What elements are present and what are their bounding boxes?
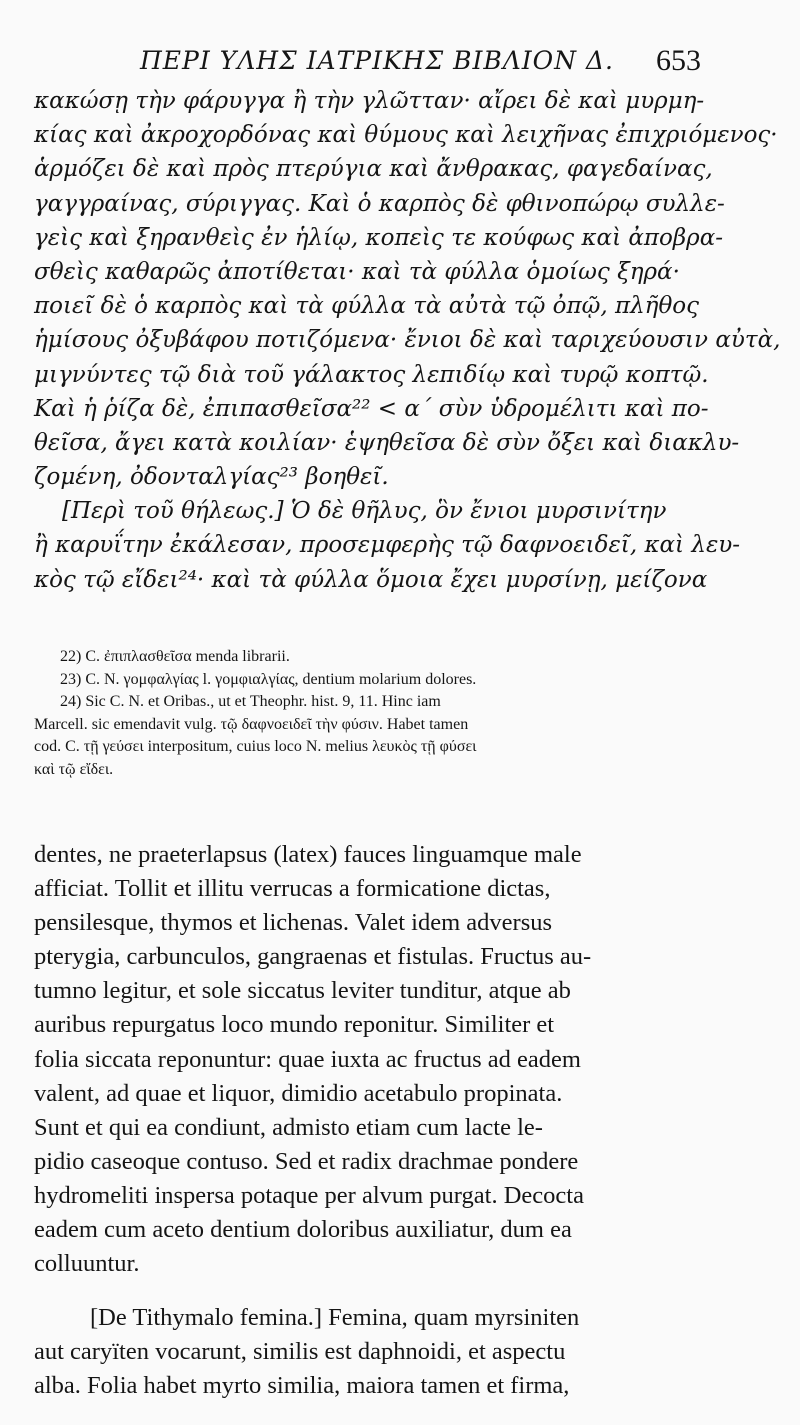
latin-line: eadem cum aceto dentium doloribus auxiliatur, dum ea	[34, 1216, 572, 1244]
footnote-24-continued: cod. C. τῇ γεύσει interpositum, cuius loco N. melius λευκὸς τῇ φύσει	[34, 738, 477, 755]
greek-line: ἁρμόζει δὲ καὶ πρὸς πτερύγια καὶ ἄνθρακας, φαγεδαίνας,	[34, 156, 713, 183]
latin-line: dentes, ne praeterlapsus (latex) fauces linguamque male	[34, 841, 582, 868]
greek-line: σθεὶς καθαρῶς ἀποτίθεται· καὶ τὰ φύλλα ὁμοίως ξηρά·	[34, 258, 680, 285]
greek-line: ζομένη, ὀδονταλγίας²³ βοηθεῖ.	[34, 464, 389, 491]
latin-line: hydromeliti inspersa potaque per alvum purgat. Decocta	[34, 1181, 584, 1209]
greek-line: κίας καὶ ἀκροχορδόνας καὶ θύμους καὶ λειχῆνας ἐπιχριόμενος·	[34, 122, 778, 149]
footnote-23: 23) C. N. γομφαλγίας l. γομφιαλγίας, dentium molarium dolores.	[60, 670, 477, 688]
running-title: ΠΕΡΙ ΥΛΗΣ ΙΑΤΡΙΚΗΣ ΒΙΒΛΙΟΝ Δ.	[140, 46, 614, 75]
footnote-24-continued: καὶ τῷ εἴδει.	[34, 760, 114, 778]
latin-section-heading-line: [De Tithymalo femina.] Femina, quam myrsiniten	[90, 1304, 580, 1332]
footnotes	[34, 646, 710, 781]
greek-line: κακώσῃ τὴν φάρυγγα ἢ τὴν γλῶτταν· αἴρει δὲ καὶ μυρμη-	[34, 88, 705, 114]
latin-line: pidio caseoque contuso. Sed et radix drachmae pondere	[34, 1147, 579, 1175]
latin-line: alba. Folia habet myrto similia, maiora tamen et firma,	[34, 1372, 570, 1400]
footnote-24: 24) Sic C. N. et Oribas., ut et Theophr. hist. 9, 11. Hinc iam	[60, 693, 441, 710]
greek-line: ἢ καρυΐτην ἐκάλεσαν, προσεμφερὴς τῷ δαφνοειδεῖ, καὶ λευ-	[34, 532, 741, 559]
greek-line: Καὶ ἡ ῥίζα δὲ, ἐπιπασθεῖσα²² < α΄ σὺν ὑδρομέλιτι καὶ πο-	[34, 395, 709, 422]
footnote-24-continued: Marcell. sic emendavit vulg. τῷ δαφνοειδεῖ τὴν φύσιν. Habet tamen	[34, 715, 469, 733]
latin-line: colluuntur.	[34, 1250, 140, 1278]
latin-line: Sunt et qui ea condiunt, admisto etiam cum lacte le-	[34, 1113, 543, 1141]
latin-line: auribus repurgatus loco mundo reponitur. Similiter et	[34, 1011, 555, 1039]
greek-line: κὸς τῷ εἴδει²⁴· καὶ τὰ φύλλα ὅμοια ἔχει μυρσίνῃ, μείζονα	[34, 566, 708, 593]
greek-line: μιγνύντες τῷ διὰ τοῦ γάλακτος λεπιδίῳ καὶ τυρῷ κοπτῷ.	[34, 361, 709, 388]
greek-text-block	[34, 84, 781, 597]
latin-line: folia siccata reponuntur: quae iuxta ac fructus ad eadem	[34, 1045, 581, 1073]
latin-line: valent, ad quae et liquor, dimidio acetabulo propinata.	[34, 1079, 563, 1107]
footnote-22: 22) C. ἐπιπλασθεῖσα menda librarii.	[60, 648, 290, 665]
page-number: 653	[656, 44, 701, 77]
greek-line: γεὶς καὶ ξηρανθεὶς ἐν ἡλίῳ, κοπεὶς τε κούφως καὶ ἀποβρα-	[34, 224, 724, 251]
latin-translation-block	[34, 838, 706, 1404]
greek-section-heading-line: [Περὶ τοῦ θήλεως.] Ὁ δὲ θῆλυς, ὃν ἔνιοι μυρσινίτην	[62, 498, 667, 525]
latin-line: pensilesque, thymos et lichenas. Valet idem adversus	[34, 909, 553, 937]
greek-line: ἡμίσους ὀξυβάφου ποτιζόμενα· ἔνιοι δὲ καὶ ταριχεύουσιν αὐτὰ,	[34, 327, 781, 354]
page-header	[0, 38, 800, 82]
latin-line: tumno legitur, et sole siccatus leviter tunditur, atque ab	[34, 977, 571, 1005]
latin-line: aut caryïten vocarunt, similis est daphnoidi, et aspectu	[34, 1338, 566, 1366]
greek-line: ποιεῖ δὲ ὁ καρπὸς καὶ τὰ φύλλα τὰ αὐτὰ τῷ ὀπῷ, πλῆθος	[34, 293, 700, 320]
latin-line: pterygia, carbunculos, gangraenas et fistulas. Fructus au-	[34, 943, 592, 971]
greek-line: γαγγραίνας, σύριγγας. Καὶ ὁ καρπὸς δὲ φθινοπώρῳ συλλε-	[34, 190, 725, 217]
latin-line: afficiat. Tollit et illitu verrucas a formicatione dictas,	[34, 875, 551, 903]
greek-line: θεῖσα, ἄγει κατὰ κοιλίαν· ἑψηθεῖσα δὲ σὺν ὄξει καὶ διακλυ-	[34, 429, 740, 456]
